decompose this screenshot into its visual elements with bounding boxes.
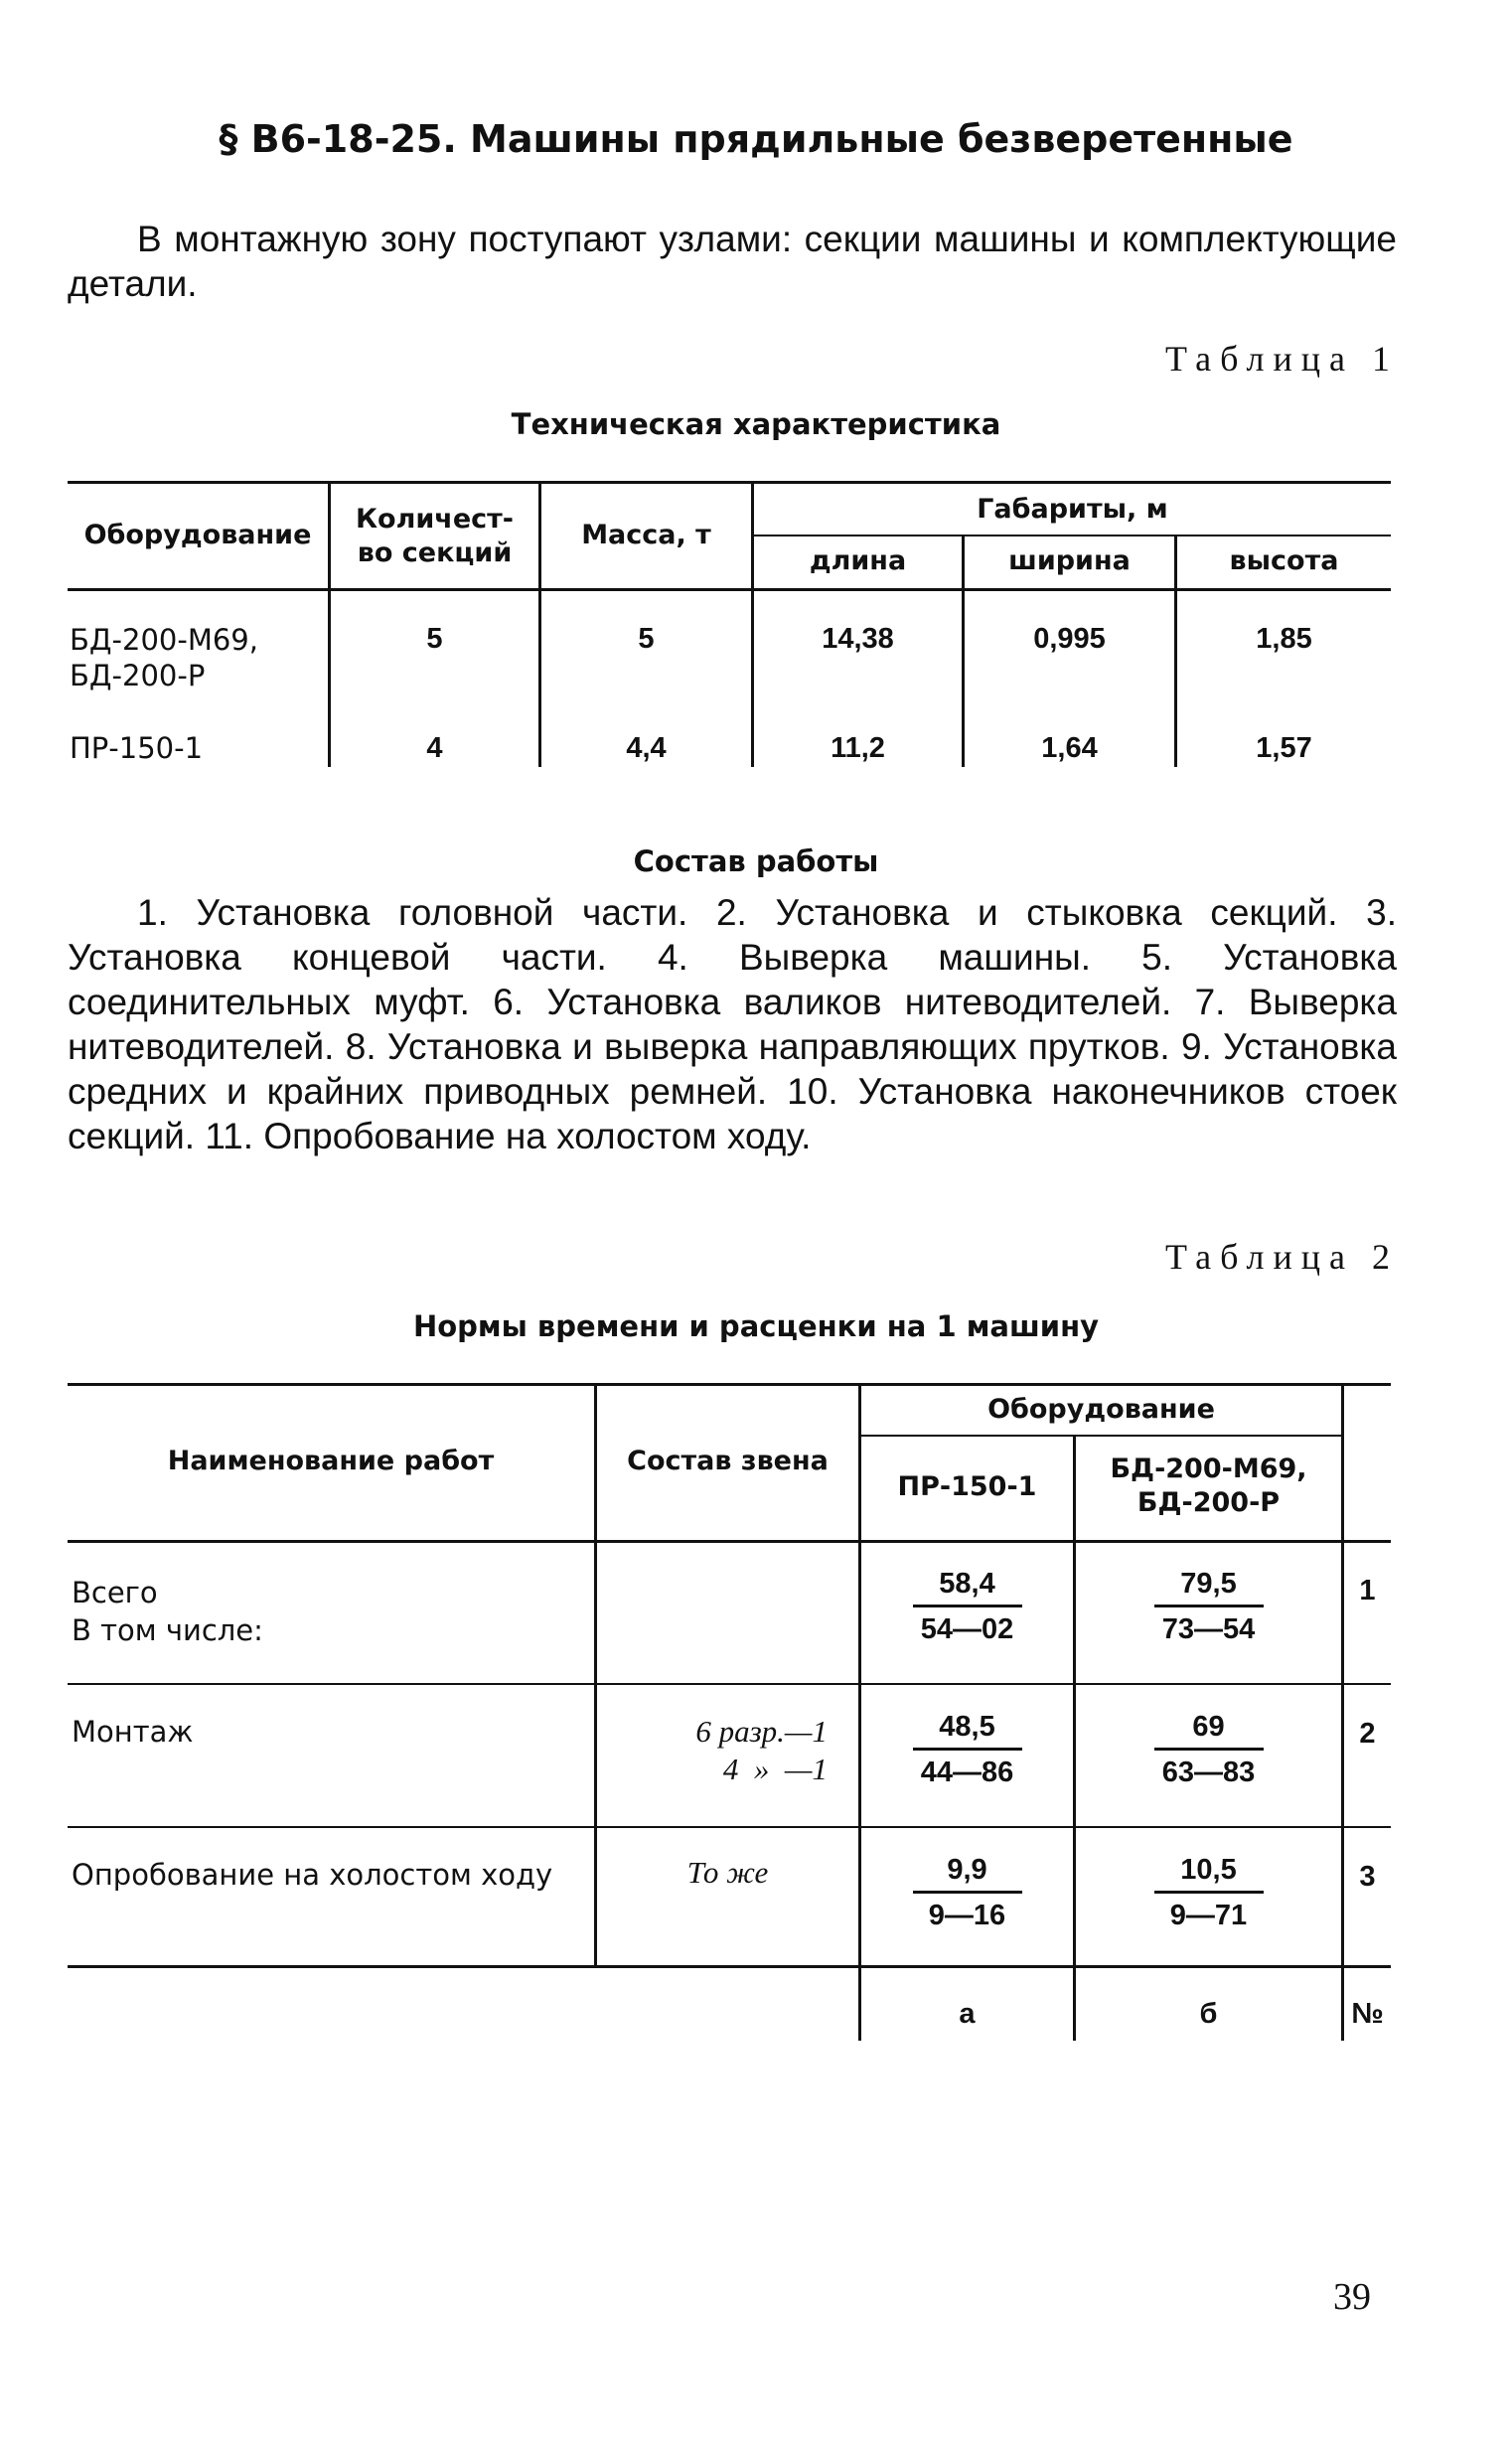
t2-row1-name: Всего В том числе: [72, 1576, 263, 1647]
t2-row1-a [861, 1568, 1073, 1646]
t1-row2-height: 1,57 [1256, 732, 1312, 764]
t1-row2-length: 11,2 [831, 732, 885, 764]
t2-row2-b-norm: 69 [1192, 1711, 1225, 1743]
table2-bottom-rule [68, 1965, 1391, 1968]
t2-row2-name: Монтаж [72, 1715, 194, 1749]
intro-paragraph [68, 217, 1397, 306]
table2-top-rule [68, 1383, 1391, 1386]
t2-footer-a: а [959, 1998, 976, 2030]
t2-row2-b-price: 63—83 [1161, 1757, 1256, 1788]
t1-row2-sections: 4 [426, 732, 443, 764]
t2-row2-a-price: 44—86 [920, 1757, 1014, 1788]
t2-row3-a-norm: 9,9 [947, 1854, 987, 1886]
t2-footer-no: № [1351, 1998, 1384, 2030]
t2-row1-b [1076, 1568, 1341, 1646]
t1-row1-equipment: БД-200-М69, БД-200-Р [70, 623, 258, 692]
t2-row1-b-price: 73—54 [1161, 1613, 1256, 1645]
t2-row3-a-price: 9—16 [928, 1900, 1006, 1931]
t2-row1-no: 1 [1359, 1575, 1376, 1606]
t1-header-dimensions: Габариты, м [977, 494, 1168, 525]
t2-row1-b-norm: 79,5 [1180, 1568, 1237, 1600]
t2-row3-b-norm: 10,5 [1180, 1854, 1237, 1886]
work-paragraph [68, 890, 1397, 1158]
t1-header-height: высота [1229, 545, 1339, 576]
t2-row2-no: 2 [1359, 1718, 1376, 1750]
t1-header-equipment: Оборудование [83, 520, 312, 550]
table1-head-rule [68, 588, 1391, 591]
work-title: Состав работы [633, 844, 879, 878]
t1-header-mass: Масса, т [581, 520, 711, 550]
table2-vline [1341, 1383, 1344, 2041]
t1-row1-width: 0,995 [1033, 623, 1106, 655]
t1-header-sections: Количест- во секций [355, 504, 515, 568]
t1-row1-sections: 5 [426, 623, 443, 655]
t2-row3-crew: То же [686, 1855, 769, 1890]
t2-row1-a-norm: 58,4 [939, 1568, 995, 1600]
t2-header-col-b: БД-200-М69, БД-200-Р [1110, 1453, 1307, 1518]
t2-header-equipment: Оборудование [987, 1394, 1215, 1425]
t2-header-col-a: ПР-150-1 [897, 1471, 1037, 1502]
t2-row1-a-price: 54—02 [920, 1613, 1014, 1645]
table1-top-rule [68, 481, 1391, 484]
table2-subhead-rule [858, 1435, 1341, 1437]
t1-header-width: ширина [1008, 545, 1131, 576]
table2-row-rule [68, 1826, 1391, 1828]
t2-row2-a [861, 1711, 1073, 1789]
page-number: 39 [1333, 2276, 1371, 2318]
t1-row1-mass: 5 [638, 623, 655, 655]
t2-row3-a [861, 1854, 1073, 1932]
section-title: § В6-18-25. Машины прядильные безверетенные [219, 117, 1293, 161]
t2-row3-no: 3 [1359, 1861, 1376, 1893]
t1-row1-length: 14,38 [822, 623, 894, 655]
t2-footer-b: б [1199, 1998, 1218, 2030]
t1-header-length: длина [809, 545, 907, 576]
table1-subhead-rule [751, 535, 1391, 536]
t2-row2-a-norm: 48,5 [939, 1711, 995, 1743]
table2-row-rule [68, 1683, 1391, 1685]
t2-row3-b-price: 9—71 [1169, 1900, 1248, 1931]
t1-row2-width: 1,64 [1041, 732, 1098, 764]
t2-header-crew: Состав звена [627, 1446, 829, 1476]
t2-row3-b [1076, 1854, 1341, 1932]
t1-row2-mass: 4,4 [626, 732, 667, 764]
table2-head-rule [68, 1540, 1391, 1543]
table2-label: Таблица 2 [1165, 1237, 1399, 1277]
intro-text: В монтажную зону поступают узлами: секции машины и комплектующие детали. [68, 219, 1397, 304]
t1-row1-height: 1,85 [1256, 623, 1312, 655]
t2-row2-crew: 6 разр.—1 4 » —1 [695, 1714, 828, 1786]
t1-row2-equipment: ПР-150-1 [70, 731, 204, 765]
work-text: 1. Установка головной части. 2. Установка и стыковка секций. 3. Установка концевой части. 4. Выверка машины. 5. Установка соединительных муфт. 6. Установка валиков нитеводителей. 7. Выверка нитеводителей. 8. Установка и выверка направляющих прутков. 9. Установка средних и крайних приводных ремней. 10. Установка наконечников стоек секций. 11. Опробование на холостом ходу. [68, 892, 1397, 1156]
t2-header-work: Наименование работ [167, 1446, 495, 1476]
t2-row3-name: Опробование на холостом ходу [72, 1858, 553, 1892]
table2-title: Нормы времени и расценки на 1 машину [412, 1309, 1100, 1343]
t2-row2-b [1076, 1711, 1341, 1789]
table1-label: Таблица 1 [1165, 339, 1399, 379]
table1-title: Техническая характеристика [511, 407, 1001, 441]
